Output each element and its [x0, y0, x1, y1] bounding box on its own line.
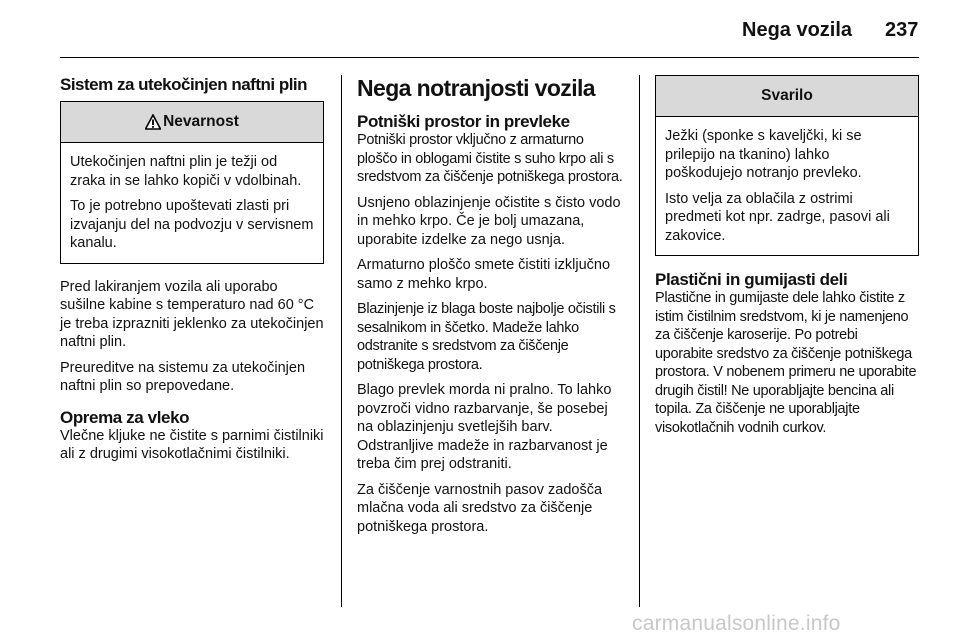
danger-box-title: Nevarnost: [163, 113, 239, 130]
danger-box: [60, 101, 324, 264]
interior-paragraph-4: Blazinjenje iz blaga boste najbolje očistili s sesalnikom in ščetko. Madeže lahko odstranite s sredstvom za čiščenje potniškega prostora.: [357, 301, 616, 373]
header-rule: [60, 57, 919, 58]
lpg-paragraph-2: Preureditve na sistemu za utekočinjen naftni plin so prepovedane.: [60, 359, 306, 394]
lpg-heading: Sistem za utekočinjen naftni plin: [60, 75, 308, 94]
column-divider-right: [639, 75, 640, 607]
page-number: 237: [885, 19, 919, 41]
interior-paragraph-6: Za čiščenje varnostnih pasov zadošča mlačna voda ali sredstvo za čiščenje potniškega prostora.: [357, 481, 603, 535]
caution-text-2: Isto velja za oblačila z ostrimi predmeti kot npr. zadrge, pasovi ali zakovice.: [665, 190, 890, 244]
caution-box-header: [656, 76, 918, 117]
watermark: carmanualsonline.info: [632, 612, 841, 635]
interior-paragraph-1: Potniški prostor vključno z armaturno ploščo in oblogami čistite s suho krpo ali s sredstvom za čiščenje potniškega prostora.: [357, 132, 623, 185]
lpg-paragraph-1: Pred lakiranjem vozila ali uporabo sušilne kabine s temperaturo nad 60 °C je treba izprazniti jeklenko za utekočinjen naftni plin.: [60, 278, 324, 350]
interior-paragraph-3: Armaturno ploščo smete čistiti izključno samo z mehko krpo.: [357, 257, 611, 292]
page-header-section-title: Nega vozila: [742, 19, 853, 41]
danger-box-header: [61, 102, 323, 143]
danger-text-2: To je potrebno upoštevati zlasti pri izvajanju del na podvozju v servisnem kanalu.: [70, 198, 314, 251]
plastic-rubber-heading: Plastični in gumijasti deli: [655, 270, 848, 289]
plastic-rubber-paragraph: Plastične in gumijaste dele lahko čistite z istim čistilnim sredstvom, ki je namenjeno za čiščenje karoserije. Po potrebi uporabite sredstvo za čiščenje potniškega prostora. V nobenem primeru ne uporabite drugih čistil! Ne uporabljajte bencina ali topila. Za čiščenje ne uporabljajte visokotlačnih vodnih curkov.: [655, 290, 917, 436]
warning-triangle-icon: [145, 114, 161, 130]
column-interior-care: [357, 75, 623, 543]
towing-paragraph: Vlečne kljuke ne čistite s parnimi čistilniki ali z drugimi visokotlačnimi čistilniki.: [60, 427, 324, 462]
caution-text-1: Ježki (sponke s kaveljčki, ki se prilepijo na tkanino) lahko poškodujejo notranjo prevleko.: [665, 128, 862, 181]
interior-paragraph-2: Usnjeno oblazinjenje očistite s čisto vodo in mehko krpo. Če je bolj umazana, uporabite izdelke za nego usnja.: [357, 194, 621, 248]
interior-paragraph-5: Blago prevlek morda ni pralno. To lahko povzroči vidno razbarvanje, še posebej na oblazinjenju svetlejših barv. Odstranljive madeže in razbarvanost je treba čim prej odstraniti.: [357, 382, 612, 472]
caution-box-title: Svarilo: [761, 87, 813, 104]
interior-care-heading: Nega notranjosti vozila: [357, 75, 595, 101]
column-divider-left: [341, 75, 342, 607]
column-lpg: [60, 75, 324, 471]
danger-text-1: Utekočinjen naftni plin je težji od zraka in se lahko kopiči v vdolbinah.: [70, 154, 302, 189]
column-caution: [655, 75, 919, 444]
caution-box: [655, 75, 919, 256]
passenger-compartment-heading: Potniški prostor in prevleke: [357, 112, 570, 131]
towing-heading: Oprema za vleko: [60, 407, 190, 427]
